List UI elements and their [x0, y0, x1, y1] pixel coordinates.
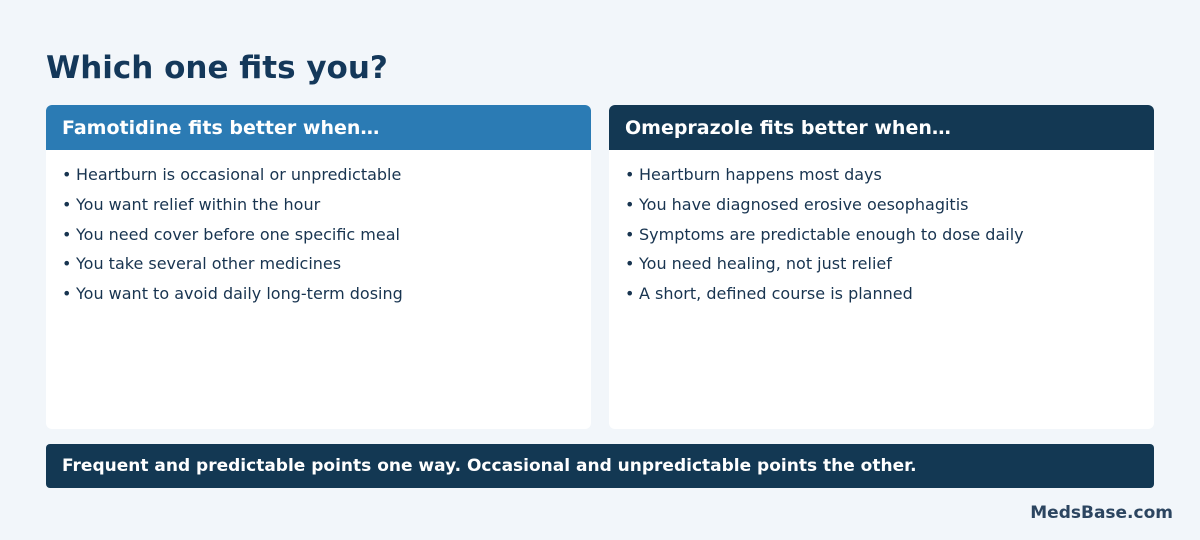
list-item: [625, 279, 1154, 309]
bullet-icon: •: [62, 224, 72, 244]
list-item-text: A short, defined course is planned: [639, 284, 913, 304]
list-item-text: Heartburn happens most days: [639, 165, 882, 185]
list-item-text: You want relief within the hour: [76, 195, 321, 215]
list-item-text: You want to avoid daily long-term dosing: [76, 284, 403, 304]
summary-text: Frequent and predictable points one way. Occasional and unpredictable points the other.: [62, 456, 917, 476]
bullet-icon: •: [625, 224, 635, 244]
list-item: [625, 190, 1154, 220]
bullet-icon: •: [62, 254, 72, 274]
list-item-text: You need healing, not just relief: [639, 254, 892, 274]
list-item-text: Heartburn is occasional or unpredictable: [76, 165, 402, 185]
famotidine-list: [46, 150, 591, 308]
bullet-icon: •: [625, 284, 635, 304]
summary-banner: [46, 444, 1154, 488]
omeprazole-card-heading: Omeprazole fits better when…: [609, 105, 1154, 150]
list-item: [62, 249, 591, 279]
list-item: [625, 160, 1154, 190]
list-item-text: Symptoms are predictable enough to dose daily: [639, 224, 1024, 244]
brand-logo: MedsBase.com: [1030, 503, 1173, 523]
omeprazole-card: [609, 105, 1154, 429]
list-item: [62, 219, 591, 249]
bullet-icon: •: [625, 195, 635, 215]
bullet-icon: •: [625, 165, 635, 185]
page-title: Which one fits you?: [46, 50, 388, 86]
bullet-icon: •: [62, 195, 72, 215]
list-item-text: You have diagnosed erosive oesophagitis: [639, 195, 969, 215]
bullet-icon: •: [625, 254, 635, 274]
bullet-icon: •: [62, 284, 72, 304]
list-item-text: You need cover before one specific meal: [76, 224, 400, 244]
list-item: [62, 279, 591, 309]
famotidine-card: [46, 105, 591, 429]
list-item: [625, 249, 1154, 279]
famotidine-card-heading: Famotidine fits better when…: [46, 105, 591, 150]
list-item: [625, 219, 1154, 249]
bullet-icon: •: [62, 165, 72, 185]
list-item: [62, 190, 591, 220]
list-item-text: You take several other medicines: [76, 254, 342, 274]
omeprazole-list: [609, 150, 1154, 308]
list-item: [62, 160, 591, 190]
